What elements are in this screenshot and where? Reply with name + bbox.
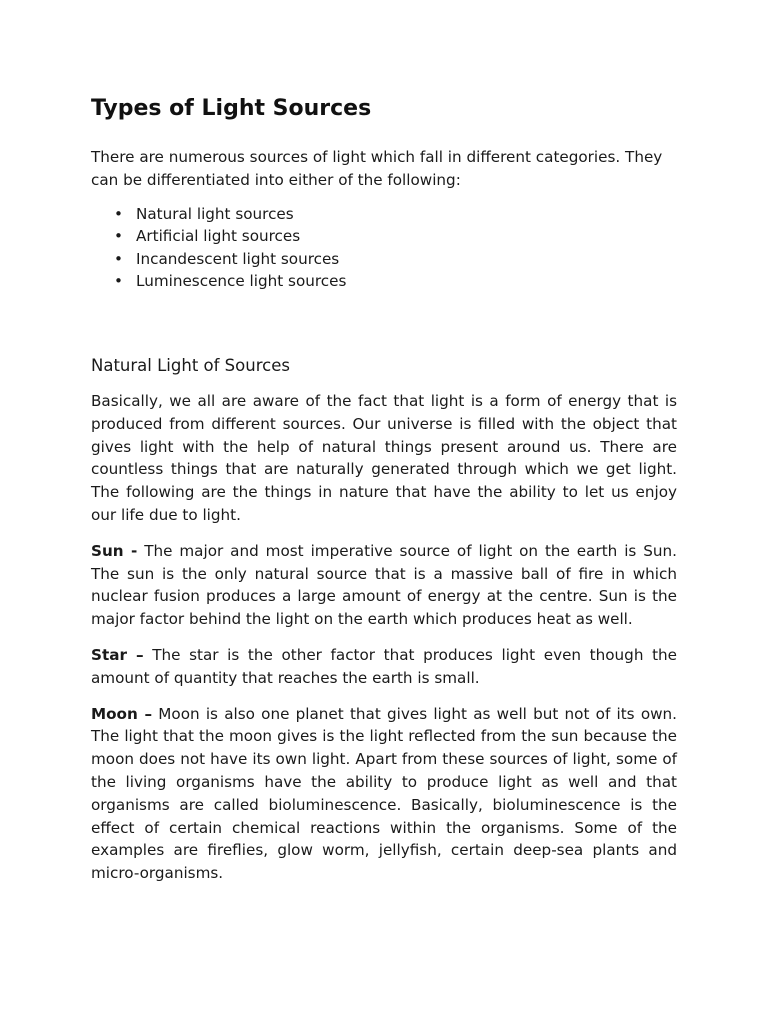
bullet-icon: • xyxy=(114,249,123,268)
section-heading: Natural Light of Sources xyxy=(91,355,290,375)
bullet-icon: • xyxy=(114,204,123,223)
list-item-label: Incandescent light sources xyxy=(136,249,340,268)
bullet-icon: • xyxy=(114,272,123,291)
star-term: Star – xyxy=(91,645,144,664)
intro-paragraph: There are numerous sources of light which fall in different categories. They can be differentiated into either of the following: xyxy=(91,148,663,189)
star-description: The star is the other factor that produces light even though the amount of quantity that reaches the earth is small. xyxy=(91,645,677,687)
list-item-label: Natural light sources xyxy=(136,204,294,223)
list-item xyxy=(114,225,677,248)
sun-term: Sun - xyxy=(91,541,138,560)
star-paragraph xyxy=(91,644,677,690)
list-item xyxy=(114,203,677,226)
sun-description: The major and most imperative source of light on the earth is Sun. The sun is the only natural source that is a massive ball of fire in which nuclear fusion produces a large amount of energy at the centre. Sun is the major factor behind the light on the earth which produces heat as well. xyxy=(91,541,677,629)
list-item-label: Luminescence light sources xyxy=(136,272,347,291)
moon-term: Moon – xyxy=(91,704,153,723)
sun-paragraph xyxy=(91,540,677,631)
list-item-label: Artificial light sources xyxy=(136,227,301,246)
light-source-list xyxy=(91,203,677,293)
list-item xyxy=(114,270,677,293)
moon-description: Moon is also one planet that gives light as well but not of its own. The light that the moon gives is the light reflected from the sun because the moon does not have its own light. Apart from these sources of light, some of the living organisms have the ability to produce light as well and that organisms are called bioluminescence. Basically, bioluminescence is the effect of certain chemical reactions within the organisms. Some of the examples are fireflies, glow worm, jellyfish, certain deep-sea plants and micro-organisms. xyxy=(91,704,677,883)
moon-paragraph xyxy=(91,703,677,885)
document-page xyxy=(91,92,677,898)
document-title: Types of Light Sources xyxy=(91,96,372,121)
bullet-icon: • xyxy=(114,227,123,246)
section-paragraph: Basically, we all are aware of the fact that light is a form of energy that is produced from different sources. Our universe is filled with the object that gives light with the help of natural things present around us. There are countless things that are naturally generated through which we get light. The following are the things in nature that have the ability to let us enjoy our life due to light. xyxy=(91,391,677,524)
list-item xyxy=(114,248,677,271)
